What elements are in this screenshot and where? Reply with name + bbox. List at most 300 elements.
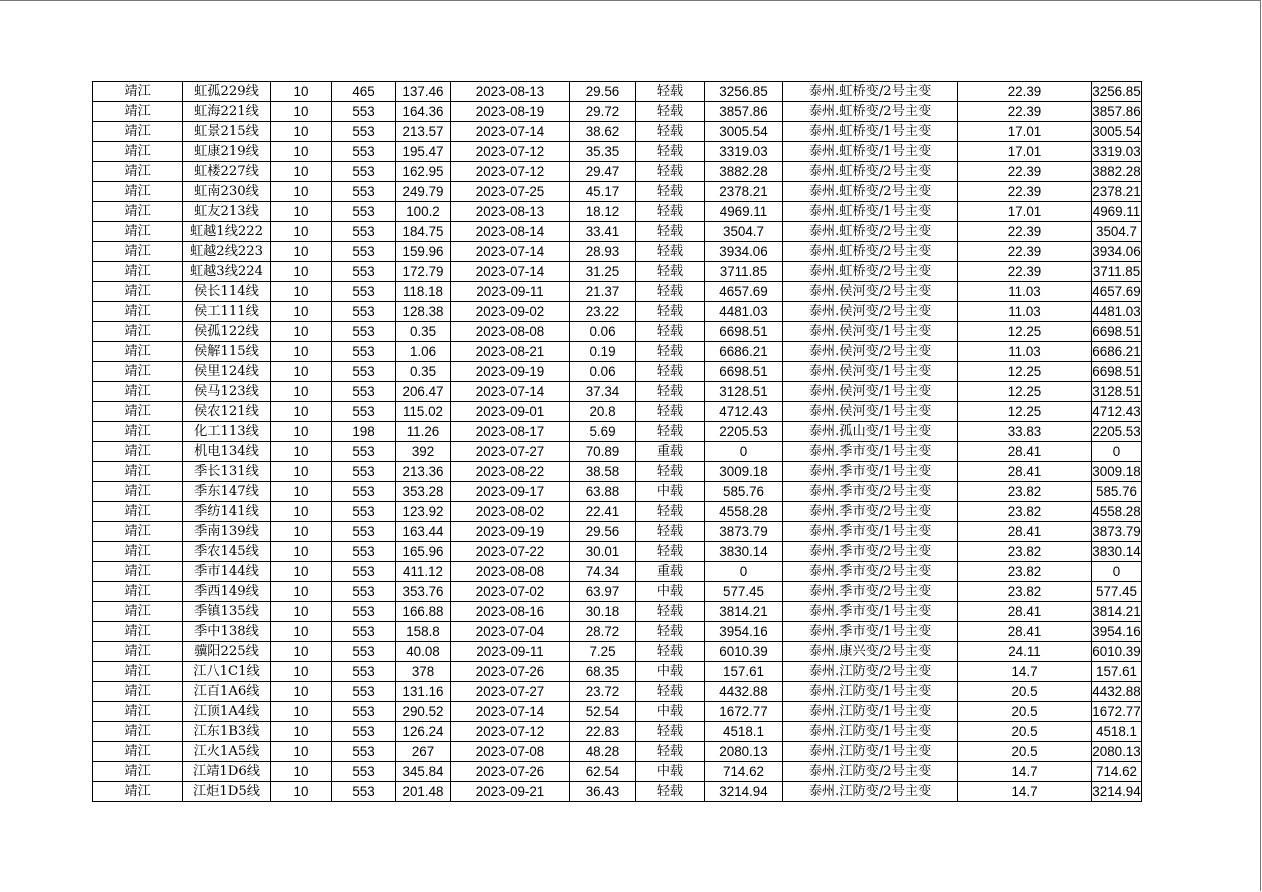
margin-cell: 3830.14 [705, 542, 783, 562]
district-cell: 靖江 [93, 302, 183, 322]
line-name-cell: 虹景215线 [183, 122, 271, 142]
transformer-rate-cell: 28.41 [958, 622, 1092, 642]
district-cell: 靖江 [93, 622, 183, 642]
margin-cell: 4969.11 [705, 202, 783, 222]
table-row [93, 282, 1142, 302]
voltage-cell: 10 [271, 542, 332, 562]
voltage-cell: 10 [271, 342, 332, 362]
table-row [93, 302, 1142, 322]
load-status-cell: 轻载 [636, 542, 705, 562]
available-capacity-cell: 0 [1092, 442, 1142, 462]
available-capacity-cell: 714.62 [1092, 762, 1142, 782]
margin-cell: 4558.28 [705, 502, 783, 522]
voltage-cell: 10 [271, 702, 332, 722]
transformer-rate-cell: 12.25 [958, 322, 1092, 342]
date-cell: 2023-08-13 [451, 82, 570, 102]
load-cell: 249.79 [396, 182, 451, 202]
margin-cell: 6010.39 [705, 642, 783, 662]
date-cell: 2023-07-14 [451, 242, 570, 262]
load-rate-cell: 31.25 [570, 262, 636, 282]
margin-cell: 3934.06 [705, 242, 783, 262]
load-rate-cell: 28.93 [570, 242, 636, 262]
table-row [93, 242, 1142, 262]
load-rate-cell: 63.88 [570, 482, 636, 502]
voltage-cell: 10 [271, 622, 332, 642]
capacity-cell: 553 [332, 562, 396, 582]
load-status-cell: 中载 [636, 662, 705, 682]
load-cell: 213.57 [396, 122, 451, 142]
table-row [93, 782, 1142, 802]
voltage-cell: 10 [271, 322, 332, 342]
load-rate-cell: 45.17 [570, 182, 636, 202]
load-rate-cell: 22.41 [570, 502, 636, 522]
feeder-load-table [92, 81, 1142, 802]
load-status-cell: 轻载 [636, 222, 705, 242]
table-row [93, 482, 1142, 502]
load-status-cell: 轻载 [636, 82, 705, 102]
table-row [93, 82, 1142, 102]
transformer-rate-cell: 17.01 [958, 202, 1092, 222]
load-cell: 411.12 [396, 562, 451, 582]
available-capacity-cell: 6698.51 [1092, 322, 1142, 342]
load-cell: 166.88 [396, 602, 451, 622]
line-name-cell: 侯长114线 [183, 282, 271, 302]
capacity-cell: 553 [332, 302, 396, 322]
date-cell: 2023-07-27 [451, 682, 570, 702]
margin-cell: 577.45 [705, 582, 783, 602]
district-cell: 靖江 [93, 222, 183, 242]
load-rate-cell: 0.06 [570, 322, 636, 342]
capacity-cell: 553 [332, 622, 396, 642]
voltage-cell: 10 [271, 122, 332, 142]
line-name-cell: 虹越3线224 [183, 262, 271, 282]
load-status-cell: 轻载 [636, 242, 705, 262]
district-cell: 靖江 [93, 182, 183, 202]
transformer-cell: 泰州.江防变/2号主变 [783, 782, 958, 802]
table-row [93, 442, 1142, 462]
load-status-cell: 轻载 [636, 622, 705, 642]
date-cell: 2023-08-13 [451, 202, 570, 222]
table-row [93, 142, 1142, 162]
load-rate-cell: 20.8 [570, 402, 636, 422]
transformer-cell: 泰州.季市变/2号主变 [783, 582, 958, 602]
load-cell: 290.52 [396, 702, 451, 722]
line-name-cell: 虹越2线223 [183, 242, 271, 262]
transformer-rate-cell: 28.41 [958, 602, 1092, 622]
available-capacity-cell: 585.76 [1092, 482, 1142, 502]
margin-cell: 4481.03 [705, 302, 783, 322]
margin-cell: 3873.79 [705, 522, 783, 542]
transformer-rate-cell: 14.7 [958, 782, 1092, 802]
load-cell: 115.02 [396, 402, 451, 422]
load-rate-cell: 38.62 [570, 122, 636, 142]
margin-cell: 3711.85 [705, 262, 783, 282]
line-name-cell: 江八1C1线 [183, 662, 271, 682]
district-cell: 靖江 [93, 682, 183, 702]
available-capacity-cell: 3882.28 [1092, 162, 1142, 182]
available-capacity-cell: 3009.18 [1092, 462, 1142, 482]
load-status-cell: 轻载 [636, 462, 705, 482]
load-rate-cell: 22.83 [570, 722, 636, 742]
date-cell: 2023-09-17 [451, 482, 570, 502]
table-row [93, 362, 1142, 382]
margin-cell: 1672.77 [705, 702, 783, 722]
capacity-cell: 553 [332, 602, 396, 622]
load-cell: 345.84 [396, 762, 451, 782]
available-capacity-cell: 3504.7 [1092, 222, 1142, 242]
load-status-cell: 轻载 [636, 282, 705, 302]
transformer-rate-cell: 24.11 [958, 642, 1092, 662]
voltage-cell: 10 [271, 522, 332, 542]
date-cell: 2023-07-04 [451, 622, 570, 642]
date-cell: 2023-08-21 [451, 342, 570, 362]
district-cell: 靖江 [93, 562, 183, 582]
load-status-cell: 轻载 [636, 362, 705, 382]
load-cell: 184.75 [396, 222, 451, 242]
line-name-cell: 季中138线 [183, 622, 271, 642]
table-row [93, 122, 1142, 142]
load-status-cell: 轻载 [636, 722, 705, 742]
transformer-cell: 泰州.虹桥变/2号主变 [783, 182, 958, 202]
available-capacity-cell: 4657.69 [1092, 282, 1142, 302]
transformer-rate-cell: 11.03 [958, 282, 1092, 302]
date-cell: 2023-09-11 [451, 642, 570, 662]
capacity-cell: 553 [332, 502, 396, 522]
date-cell: 2023-07-12 [451, 162, 570, 182]
load-status-cell: 轻载 [636, 202, 705, 222]
load-status-cell: 重载 [636, 562, 705, 582]
load-cell: 213.36 [396, 462, 451, 482]
load-rate-cell: 33.41 [570, 222, 636, 242]
available-capacity-cell: 4432.88 [1092, 682, 1142, 702]
load-cell: 267 [396, 742, 451, 762]
load-rate-cell: 21.37 [570, 282, 636, 302]
district-cell: 靖江 [93, 702, 183, 722]
available-capacity-cell: 3214.94 [1092, 782, 1142, 802]
load-status-cell: 轻载 [636, 602, 705, 622]
load-cell: 392 [396, 442, 451, 462]
load-cell: 353.28 [396, 482, 451, 502]
line-name-cell: 虹友213线 [183, 202, 271, 222]
district-cell: 靖江 [93, 782, 183, 802]
margin-cell: 714.62 [705, 762, 783, 782]
margin-cell: 3256.85 [705, 82, 783, 102]
margin-cell: 3504.7 [705, 222, 783, 242]
transformer-cell: 泰州.虹桥变/1号主变 [783, 202, 958, 222]
line-name-cell: 虹南230线 [183, 182, 271, 202]
table-row [93, 182, 1142, 202]
load-status-cell: 轻载 [636, 682, 705, 702]
capacity-cell: 553 [332, 542, 396, 562]
transformer-rate-cell: 28.41 [958, 442, 1092, 462]
date-cell: 2023-07-14 [451, 702, 570, 722]
capacity-cell: 465 [332, 82, 396, 102]
table-row [93, 762, 1142, 782]
transformer-cell: 泰州.侯河变/1号主变 [783, 402, 958, 422]
table-row [93, 642, 1142, 662]
table-row [93, 202, 1142, 222]
voltage-cell: 10 [271, 402, 332, 422]
margin-cell: 6698.51 [705, 322, 783, 342]
capacity-cell: 553 [332, 522, 396, 542]
margin-cell: 3882.28 [705, 162, 783, 182]
load-cell: 159.96 [396, 242, 451, 262]
load-cell: 378 [396, 662, 451, 682]
table-body [93, 82, 1142, 802]
capacity-cell: 198 [332, 422, 396, 442]
load-status-cell: 轻载 [636, 322, 705, 342]
margin-cell: 4432.88 [705, 682, 783, 702]
load-rate-cell: 0.19 [570, 342, 636, 362]
capacity-cell: 553 [332, 182, 396, 202]
available-capacity-cell: 3830.14 [1092, 542, 1142, 562]
margin-cell: 2378.21 [705, 182, 783, 202]
transformer-rate-cell: 14.7 [958, 762, 1092, 782]
load-rate-cell: 38.58 [570, 462, 636, 482]
district-cell: 靖江 [93, 442, 183, 462]
line-name-cell: 侯里124线 [183, 362, 271, 382]
load-status-cell: 轻载 [636, 182, 705, 202]
available-capacity-cell: 6686.21 [1092, 342, 1142, 362]
load-cell: 201.48 [396, 782, 451, 802]
load-cell: 128.38 [396, 302, 451, 322]
voltage-cell: 10 [271, 242, 332, 262]
transformer-cell: 泰州.季市变/1号主变 [783, 462, 958, 482]
capacity-cell: 553 [332, 742, 396, 762]
date-cell: 2023-08-02 [451, 502, 570, 522]
transformer-cell: 泰州.虹桥变/2号主变 [783, 262, 958, 282]
voltage-cell: 10 [271, 442, 332, 462]
load-rate-cell: 70.89 [570, 442, 636, 462]
load-rate-cell: 23.22 [570, 302, 636, 322]
transformer-rate-cell: 22.39 [958, 182, 1092, 202]
date-cell: 2023-07-25 [451, 182, 570, 202]
load-status-cell: 轻载 [636, 502, 705, 522]
date-cell: 2023-07-14 [451, 122, 570, 142]
district-cell: 靖江 [93, 402, 183, 422]
load-rate-cell: 36.43 [570, 782, 636, 802]
line-name-cell: 季镇135线 [183, 602, 271, 622]
transformer-rate-cell: 22.39 [958, 262, 1092, 282]
load-rate-cell: 52.54 [570, 702, 636, 722]
table-row [93, 382, 1142, 402]
load-cell: 11.26 [396, 422, 451, 442]
transformer-rate-cell: 20.5 [958, 722, 1092, 742]
district-cell: 靖江 [93, 542, 183, 562]
district-cell: 靖江 [93, 262, 183, 282]
voltage-cell: 10 [271, 582, 332, 602]
date-cell: 2023-07-08 [451, 742, 570, 762]
margin-cell: 0 [705, 442, 783, 462]
transformer-cell: 泰州.季市变/2号主变 [783, 542, 958, 562]
transformer-cell: 泰州.季市变/1号主变 [783, 622, 958, 642]
transformer-cell: 泰州.虹桥变/1号主变 [783, 142, 958, 162]
capacity-cell: 553 [332, 722, 396, 742]
capacity-cell: 553 [332, 382, 396, 402]
transformer-cell: 泰州.侯河变/1号主变 [783, 362, 958, 382]
available-capacity-cell: 3319.03 [1092, 142, 1142, 162]
margin-cell: 3857.86 [705, 102, 783, 122]
district-cell: 靖江 [93, 582, 183, 602]
load-cell: 206.47 [396, 382, 451, 402]
voltage-cell: 10 [271, 782, 332, 802]
table-row [93, 162, 1142, 182]
available-capacity-cell: 4969.11 [1092, 202, 1142, 222]
table-row [93, 602, 1142, 622]
load-cell: 172.79 [396, 262, 451, 282]
table-row [93, 102, 1142, 122]
transformer-rate-cell: 22.39 [958, 162, 1092, 182]
district-cell: 靖江 [93, 362, 183, 382]
load-rate-cell: 29.56 [570, 82, 636, 102]
load-status-cell: 轻载 [636, 262, 705, 282]
margin-cell: 3954.16 [705, 622, 783, 642]
date-cell: 2023-07-12 [451, 722, 570, 742]
voltage-cell: 10 [271, 762, 332, 782]
district-cell: 靖江 [93, 122, 183, 142]
line-name-cell: 虹楼227线 [183, 162, 271, 182]
load-status-cell: 轻载 [636, 162, 705, 182]
district-cell: 靖江 [93, 202, 183, 222]
district-cell: 靖江 [93, 142, 183, 162]
load-rate-cell: 37.34 [570, 382, 636, 402]
margin-cell: 4657.69 [705, 282, 783, 302]
line-name-cell: 化工113线 [183, 422, 271, 442]
load-status-cell: 轻载 [636, 742, 705, 762]
line-name-cell: 江东1B3线 [183, 722, 271, 742]
load-cell: 118.18 [396, 282, 451, 302]
load-status-cell: 中载 [636, 582, 705, 602]
date-cell: 2023-08-14 [451, 222, 570, 242]
transformer-cell: 泰州.江防变/1号主变 [783, 742, 958, 762]
available-capacity-cell: 0 [1092, 562, 1142, 582]
transformer-rate-cell: 12.25 [958, 402, 1092, 422]
load-status-cell: 中载 [636, 762, 705, 782]
date-cell: 2023-07-14 [451, 262, 570, 282]
date-cell: 2023-09-21 [451, 782, 570, 802]
district-cell: 靖江 [93, 722, 183, 742]
available-capacity-cell: 3128.51 [1092, 382, 1142, 402]
table-row [93, 562, 1142, 582]
district-cell: 靖江 [93, 382, 183, 402]
district-cell: 靖江 [93, 162, 183, 182]
date-cell: 2023-08-08 [451, 562, 570, 582]
available-capacity-cell: 2080.13 [1092, 742, 1142, 762]
load-cell: 158.8 [396, 622, 451, 642]
capacity-cell: 553 [332, 702, 396, 722]
transformer-rate-cell: 20.5 [958, 742, 1092, 762]
line-name-cell: 季东147线 [183, 482, 271, 502]
available-capacity-cell: 4712.43 [1092, 402, 1142, 422]
load-rate-cell: 74.34 [570, 562, 636, 582]
load-cell: 0.35 [396, 362, 451, 382]
transformer-cell: 泰州.季市变/2号主变 [783, 482, 958, 502]
district-cell: 靖江 [93, 462, 183, 482]
date-cell: 2023-08-17 [451, 422, 570, 442]
transformer-rate-cell: 12.25 [958, 382, 1092, 402]
date-cell: 2023-07-02 [451, 582, 570, 602]
date-cell: 2023-09-01 [451, 402, 570, 422]
margin-cell: 157.61 [705, 662, 783, 682]
load-rate-cell: 0.06 [570, 362, 636, 382]
transformer-cell: 泰州.侯河变/1号主变 [783, 382, 958, 402]
table-row [93, 402, 1142, 422]
load-rate-cell: 30.01 [570, 542, 636, 562]
available-capacity-cell: 3954.16 [1092, 622, 1142, 642]
available-capacity-cell: 4481.03 [1092, 302, 1142, 322]
line-name-cell: 侯孤122线 [183, 322, 271, 342]
table-row [93, 222, 1142, 242]
capacity-cell: 553 [332, 762, 396, 782]
table-row [93, 722, 1142, 742]
load-rate-cell: 35.35 [570, 142, 636, 162]
transformer-rate-cell: 17.01 [958, 122, 1092, 142]
transformer-rate-cell: 22.39 [958, 82, 1092, 102]
date-cell: 2023-07-22 [451, 542, 570, 562]
voltage-cell: 10 [271, 462, 332, 482]
voltage-cell: 10 [271, 182, 332, 202]
load-cell: 165.96 [396, 542, 451, 562]
transformer-cell: 泰州.季市变/1号主变 [783, 522, 958, 542]
transformer-cell: 泰州.虹桥变/1号主变 [783, 122, 958, 142]
voltage-cell: 10 [271, 162, 332, 182]
load-cell: 162.95 [396, 162, 451, 182]
district-cell: 靖江 [93, 282, 183, 302]
capacity-cell: 553 [332, 202, 396, 222]
table-row [93, 542, 1142, 562]
load-status-cell: 重载 [636, 442, 705, 462]
voltage-cell: 10 [271, 302, 332, 322]
date-cell: 2023-09-02 [451, 302, 570, 322]
transformer-rate-cell: 22.39 [958, 102, 1092, 122]
voltage-cell: 10 [271, 562, 332, 582]
transformer-rate-cell: 17.01 [958, 142, 1092, 162]
table-row [93, 742, 1142, 762]
district-cell: 靖江 [93, 422, 183, 442]
table-row [93, 262, 1142, 282]
margin-cell: 0 [705, 562, 783, 582]
voltage-cell: 10 [271, 422, 332, 442]
voltage-cell: 10 [271, 262, 332, 282]
line-name-cell: 骥阳225线 [183, 642, 271, 662]
capacity-cell: 553 [332, 222, 396, 242]
table-row [93, 502, 1142, 522]
transformer-cell: 泰州.虹桥变/2号主变 [783, 222, 958, 242]
voltage-cell: 10 [271, 722, 332, 742]
district-cell: 靖江 [93, 662, 183, 682]
transformer-rate-cell: 23.82 [958, 562, 1092, 582]
available-capacity-cell: 577.45 [1092, 582, 1142, 602]
voltage-cell: 10 [271, 602, 332, 622]
line-name-cell: 侯马123线 [183, 382, 271, 402]
voltage-cell: 10 [271, 142, 332, 162]
load-cell: 126.24 [396, 722, 451, 742]
table-row [93, 342, 1142, 362]
margin-cell: 3814.21 [705, 602, 783, 622]
load-cell: 100.2 [396, 202, 451, 222]
load-rate-cell: 29.72 [570, 102, 636, 122]
margin-cell: 4712.43 [705, 402, 783, 422]
voltage-cell: 10 [271, 662, 332, 682]
date-cell: 2023-07-26 [451, 762, 570, 782]
capacity-cell: 553 [332, 682, 396, 702]
line-name-cell: 季长131线 [183, 462, 271, 482]
available-capacity-cell: 4518.1 [1092, 722, 1142, 742]
margin-cell: 3128.51 [705, 382, 783, 402]
available-capacity-cell: 3873.79 [1092, 522, 1142, 542]
transformer-cell: 泰州.季市变/2号主变 [783, 502, 958, 522]
available-capacity-cell: 3005.54 [1092, 122, 1142, 142]
